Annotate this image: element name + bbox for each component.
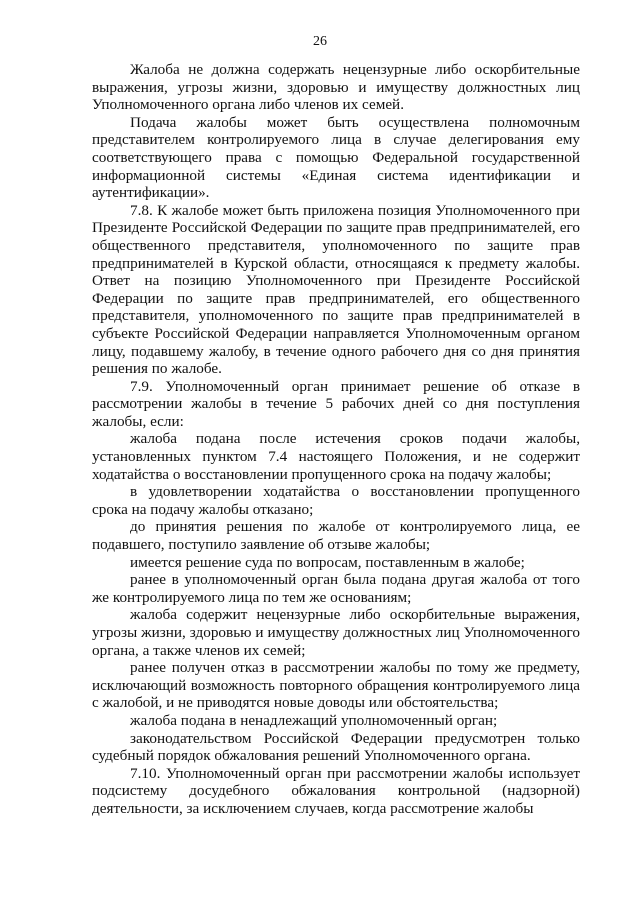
list-item: жалоба подана в ненадлежащий уполномоченный орган; xyxy=(130,711,498,729)
paragraph: 7.8. К жалобе может быть приложена позиция Уполномоченного при Президенте Российской Федерации по защите прав предпринимателей, его общественного представителя, уполномоченного по защите прав предпринимателей в Курской области, относящаяся к предмету жалобы. Ответ на позицию Уполномоченного при Президенте Российской Федерации по защите прав предпринимателей, его общественного представителя, уполномоченного по защите прав предпринимателей в субъекте Российской Федерации направляется Уполномоченным органом лицу, подавшему жалобу, в течение одного рабочего дня со дня принятия решения по жалобе. xyxy=(92,201,580,378)
list-item: до принятия решения по жалобе от контролируемого лица, ее подавшего, поступило заявление об отзыве жалобы; xyxy=(92,518,580,554)
page-number: 26 xyxy=(313,34,327,49)
paragraph: Жалоба не должна содержать нецензурные либо оскорбительные выражения, угрозы жизни, здоровью и имуществу должностных лиц Уполномоченного органа либо членов их семей. xyxy=(92,61,580,114)
list-item: ранее получен отказ в рассмотрении жалобы по тому же предмету, исключающий возможность повторного обращения контролируемого лица с жалобой, и не приводятся новые доводы или обстоятельства; xyxy=(92,659,580,712)
paragraph: 7.10. Уполномоченный орган при рассмотрении жалобы использует подсистему досудебного обжалования контрольной (надзорной) деятельности, за исключением случаев, когда рассмотрение жалобы xyxy=(92,764,580,817)
list-item: жалоба содержит нецензурные либо оскорбительные выражения, угрозы жизни, здоровью и имуществу должностных лиц Уполномоченного органа, а также членов их семей; xyxy=(92,606,580,659)
list-item: в удовлетворении ходатайства о восстановлении пропущенного срока на подачу жалобы отказано; xyxy=(92,483,580,518)
document-body xyxy=(92,61,580,818)
list-item: имеется решение суда по вопросам, поставленным в жалобе; xyxy=(130,553,525,571)
paragraph: 7.9. Уполномоченный орган принимает решение об отказе в рассмотрении жалобы в течение 5 рабочих дней со дня поступления жалобы, если: xyxy=(92,377,580,430)
list-item: жалоба подана после истечения сроков подачи жалобы, установленных пунктом 7.4 настоящего Положения, и не содержит ходатайства о восстановлении пропущенного срока на подачу жалобы; xyxy=(92,430,580,483)
list-item: ранее в уполномоченный орган была подана другая жалоба от того же контролируемого лица по тем же основаниям; xyxy=(92,571,580,606)
paragraph: Подача жалобы может быть осуществлена полномочным представителем контролируемого лица в случае делегирования ему соответствующего права с помощью Федеральной государственной информационной системы «Единая система идентификации и аутентификации». xyxy=(92,113,580,202)
list-item: законодательством Российской Федерации предусмотрен только судебный порядок обжалования решений Уполномоченного органа. xyxy=(92,729,580,765)
